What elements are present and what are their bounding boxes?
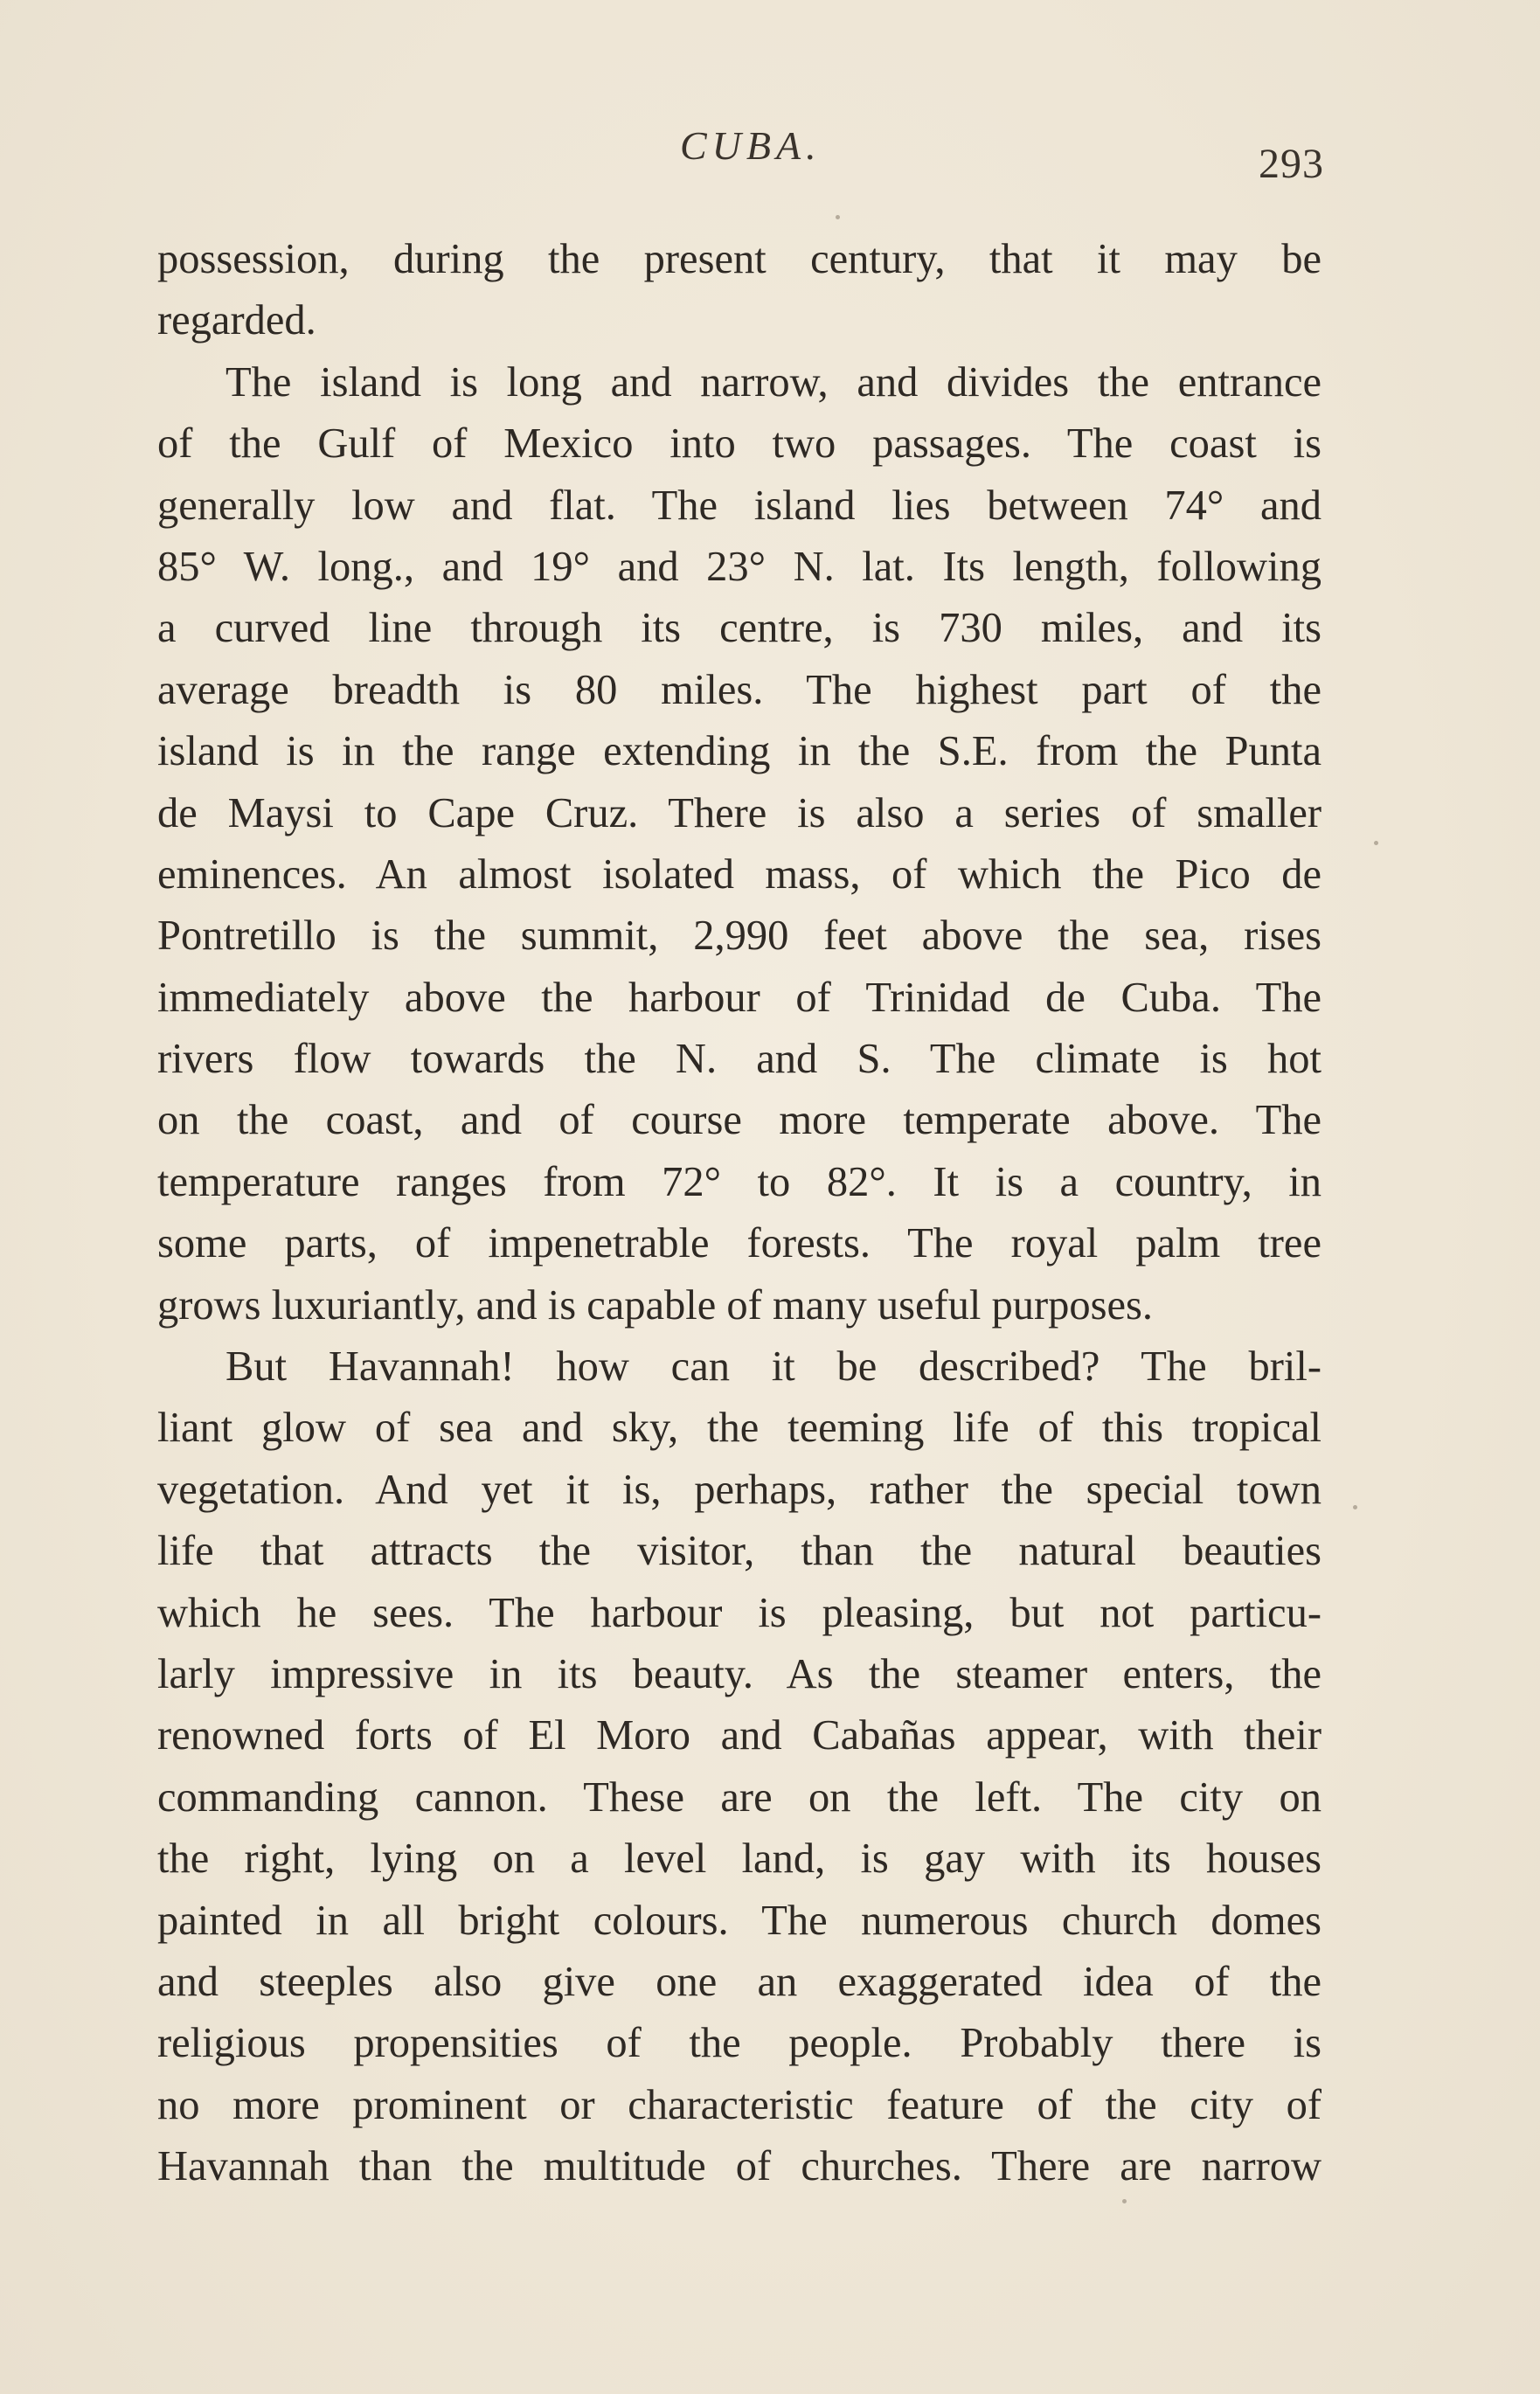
text-line: generally low and flat. The island lies between 74° and	[157, 482, 1321, 529]
page-number: 293	[1259, 141, 1324, 187]
text-line: The island is long and narrow, and divides the entrance	[225, 358, 1321, 406]
text-line: average breadth is 80 miles. The highest part of the	[157, 666, 1321, 713]
text-line: 85° W. long., and 19° and 23° N. lat. Its length, following	[157, 543, 1321, 590]
text-line: Pontretillo is the summit, 2,990 feet above the sea, rises	[157, 912, 1321, 960]
text-line: the right, lying on a level land, is gay with its houses	[157, 1835, 1321, 1883]
text-line: vegetation. And yet it is, perhaps, rather the special town	[157, 1466, 1321, 1513]
text-line: commanding cannon. These are on the left. The city on	[157, 1773, 1321, 1821]
text-line: life that attracts the visitor, than the natural beauties	[157, 1528, 1321, 1575]
text-line: de Maysi to Cape Cruz. There is also a series of smaller	[157, 789, 1321, 836]
paper-speck	[836, 215, 840, 219]
text-line: religious propensities of the people. Probably there is	[157, 2020, 1321, 2067]
paper-speck	[1122, 2199, 1127, 2203]
paper-speck	[1353, 1505, 1357, 1509]
text-line: renowned forts of El Moro and Cabañas appear, with their	[157, 1712, 1321, 1759]
text-line: island is in the range extending in the S.E. from the Punta	[157, 728, 1321, 775]
text-line: temperature ranges from 72° to 82°. It is a country, in	[157, 1158, 1321, 1205]
text-line: some parts, of impenetrable forests. The royal palm tree	[157, 1220, 1321, 1267]
text-line: a curved line through its centre, is 730 miles, and its	[157, 605, 1321, 652]
text-line: regarded.	[157, 297, 316, 344]
text-line: possession, during the present century, that it may be	[157, 236, 1321, 282]
text-line: liant glow of sea and sky, the teeming life of this tropical	[157, 1405, 1321, 1452]
text-line: rivers flow towards the N. and S. The climate is hot	[157, 1036, 1321, 1083]
text-line: larly impressive in its beauty. As the steamer enters, the	[157, 1650, 1321, 1697]
text-line: immediately above the harbour of Trinidad de Cuba. The	[157, 974, 1321, 1021]
text-line: eminences. An almost isolated mass, of which the Pico de	[157, 850, 1321, 898]
text-line: and steeples also give one an exaggerated idea of the	[157, 1958, 1321, 2005]
text-line: grows luxuriantly, and is capable of many useful purposes.	[157, 1281, 1154, 1329]
running-head	[0, 122, 1540, 187]
paper-speck	[1374, 841, 1378, 845]
text-line: which he sees. The harbour is pleasing, but not particu-	[157, 1589, 1321, 1636]
text-line: But Havannah! how can it be described? The bril-	[225, 1343, 1321, 1391]
body-text	[157, 229, 1321, 2198]
text-line: painted in all bright colours. The numerous church domes	[157, 1897, 1321, 1944]
text-line: Havannah than the multitude of churches. There are narrow	[157, 2143, 1321, 2190]
text-line: on the coast, and of course more temperate above. The	[157, 1097, 1321, 1144]
text-line: of the Gulf of Mexico into two passages. The coast is	[157, 420, 1321, 468]
running-title: CUBA.	[680, 123, 822, 168]
text-line: no more prominent or characteristic feature of the city of	[157, 2081, 1321, 2128]
